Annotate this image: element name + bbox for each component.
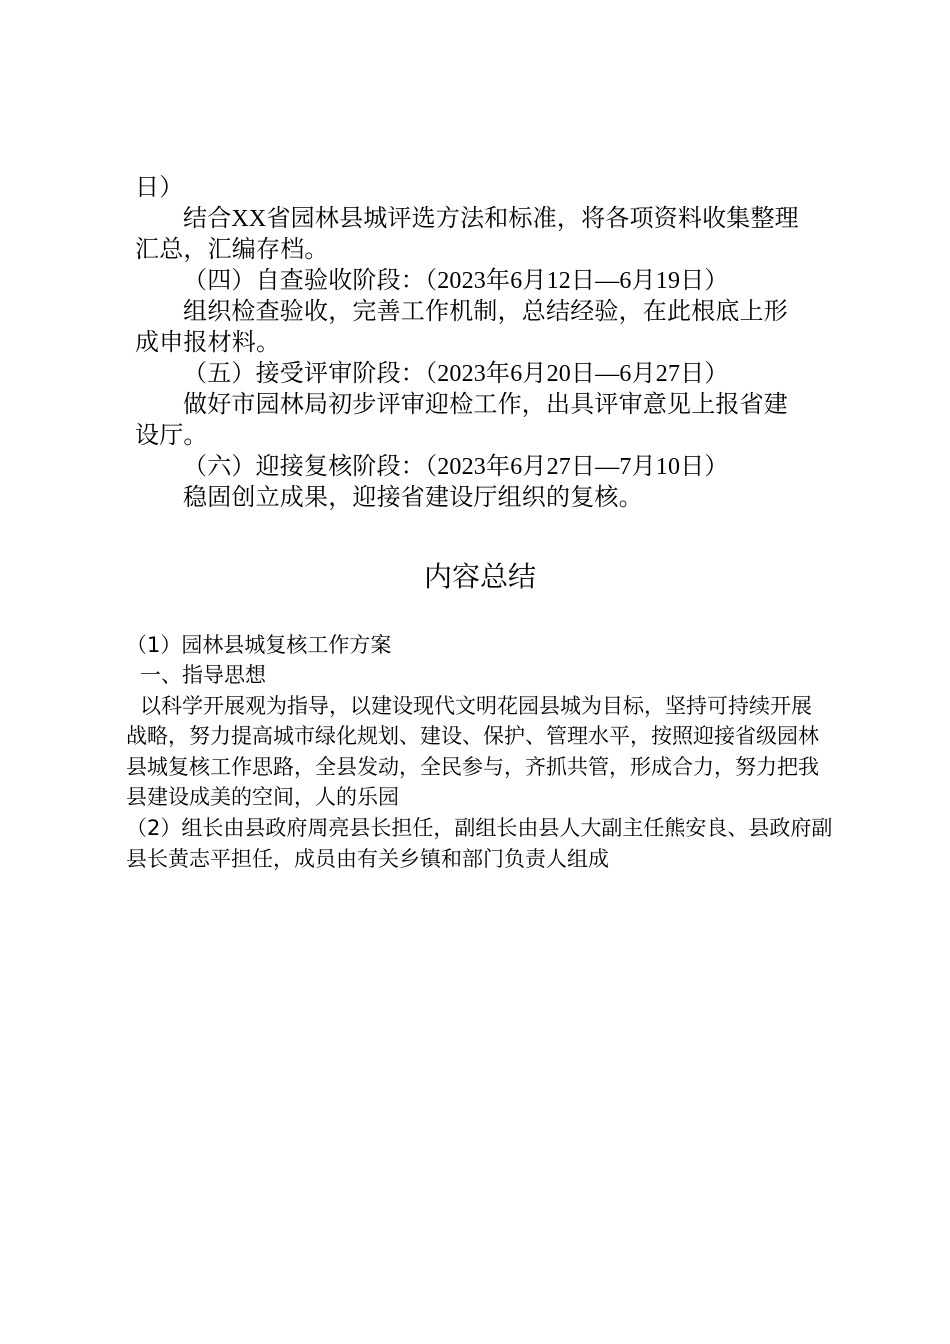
summary-line: 县城复核工作思路，全县发动，全民参与，齐抓共管，形成合力，努力把我	[126, 755, 819, 779]
body-line: 汇总，汇编存档。	[135, 237, 329, 263]
summary-line: 县建设成美的空间，人的乐园	[126, 785, 399, 809]
body-line: 稳固创立成果，迎接省建设厅组织的复核。	[183, 485, 643, 511]
section-heading: （五）接受评审阶段：（2023年6月20日—6月27日）	[183, 361, 729, 387]
summary-line: （1）园林县城复核工作方案	[126, 633, 392, 657]
body-line: 设厅。	[135, 423, 208, 449]
body-line: 结合XX省园林县城评选方法和标准，将各项资料收集整理	[183, 206, 799, 232]
summary-line: 县长黄志平担任，成员由有关乡镇和部门负责人组成	[126, 847, 609, 871]
summary-line: （2）组长由县政府周亮县长担任，副组长由县人大副主任熊安良、县政府副	[126, 816, 833, 840]
body-line: 成申报材料。	[135, 330, 281, 356]
body-line: 日）	[135, 175, 184, 201]
summary-line: 战略，努力提高城市绿化规划、建设、保护、管理水平，按照迎接省级园林	[126, 724, 819, 748]
summary-title: 内容总结	[423, 562, 536, 593]
section-heading: （六）迎接复核阶段：（2023年6月27日—7月10日）	[183, 454, 729, 480]
body-line: 做好市园林局初步评审迎检工作，出具评审意见上报省建	[183, 392, 788, 418]
body-line: 组织检查验收，完善工作机制，总结经验，在此根底上形	[183, 299, 788, 325]
summary-line: 一、指导思想	[140, 663, 266, 687]
section-heading: （四）自查验收阶段：（2023年6月12日—6月19日）	[183, 268, 729, 294]
summary-line: 以科学开展观为指导，以建设现代文明花园县城为目标，坚持可持续开展	[140, 694, 812, 718]
